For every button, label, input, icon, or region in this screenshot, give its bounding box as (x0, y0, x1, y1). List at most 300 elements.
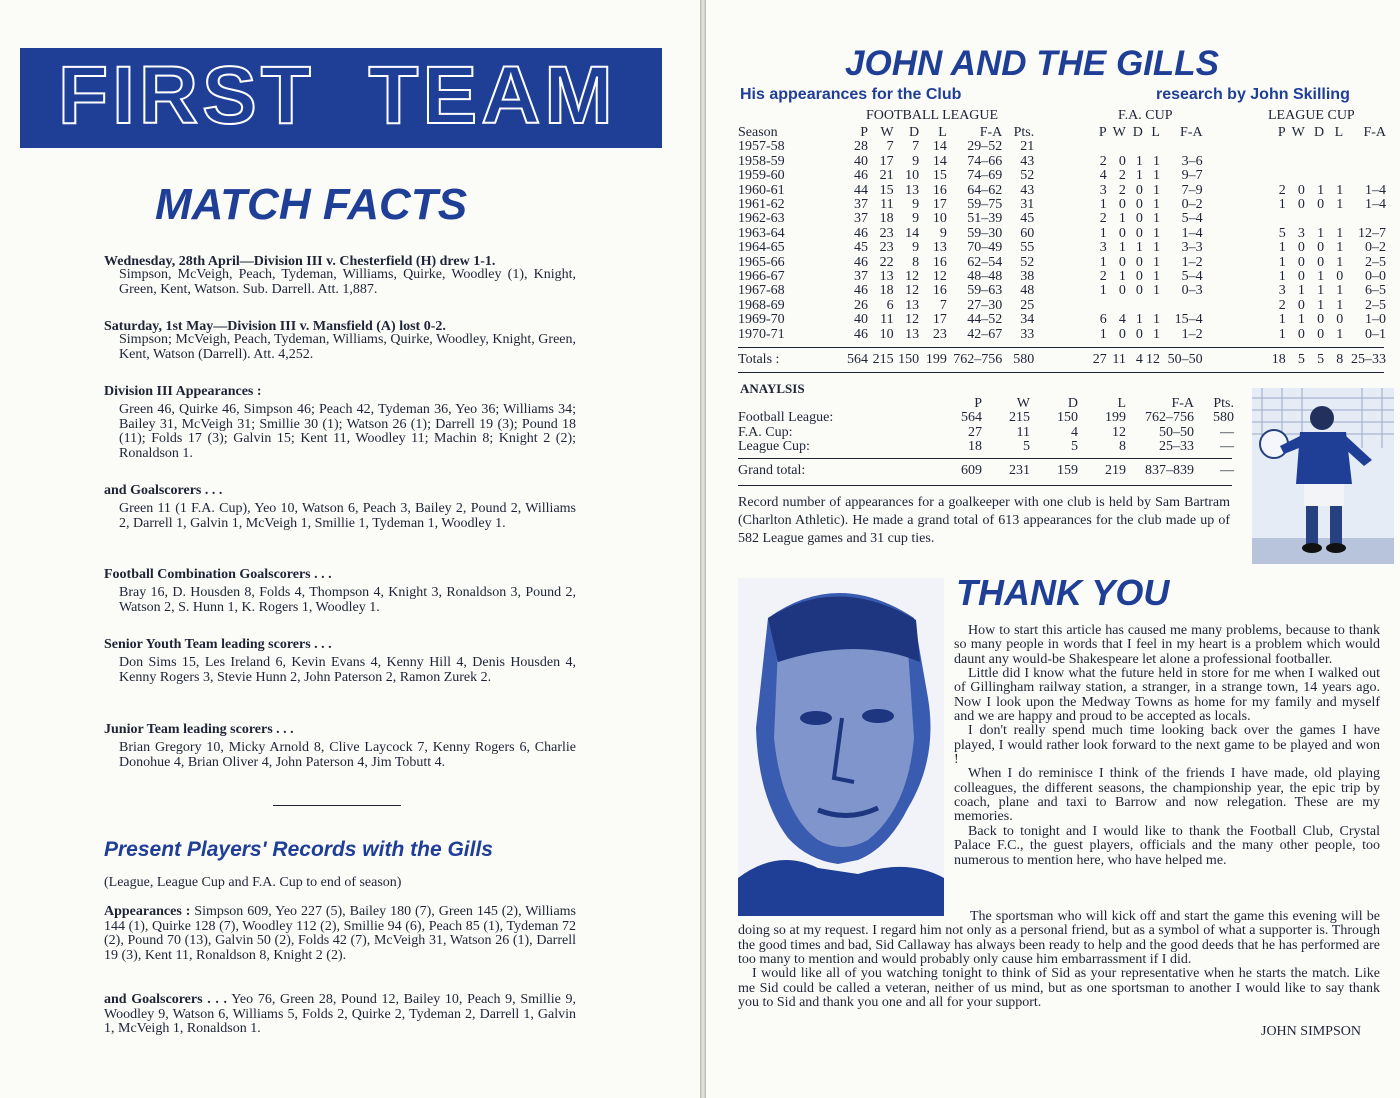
cell (1203, 169, 1286, 183)
cell: 16 (932, 283, 947, 299)
cell: 25–33 (1159, 439, 1194, 455)
divider (273, 805, 401, 806)
cell: 11 (1016, 424, 1030, 440)
records-title: Present Players' Records with the Gills (104, 838, 493, 861)
cell: 14 (932, 153, 947, 169)
cell: W (880, 125, 894, 140)
cell: 0–0 (1365, 269, 1386, 285)
cell: 0 (1118, 326, 1126, 342)
cell: F-A (979, 125, 1003, 140)
cell: 16 (932, 182, 947, 198)
cell: 231 (1009, 463, 1030, 478)
cell: 17 (879, 153, 894, 169)
cell: 40 (854, 153, 868, 169)
cell: 215 (872, 352, 894, 367)
cell: 28 (854, 139, 868, 155)
match-1-heading: Wednesday, 28th April—Division III v. Chesterfield (H) drew 1-1. (104, 254, 496, 269)
cell: 837–839 (1145, 463, 1194, 478)
cell: 59–75 (967, 197, 1003, 213)
season-row (738, 184, 1386, 198)
cell: 564 (961, 410, 982, 426)
cell: 150 (1057, 410, 1078, 426)
row-label: Season (738, 125, 778, 140)
cell: 1 (1099, 326, 1107, 342)
goalscorers-text: Green 11 (1 F.A. Cup), Yeo 10, Watson 6, Peach 3, Bailey 2, Pound 2, Williams 2, Darrell 1, Galvin 1, McVeigh 1, Smillie 1, Tydeman 1, Woodley 1. (119, 501, 576, 531)
cell: 17 (932, 197, 947, 213)
cell (1203, 140, 1286, 154)
row-label: F.A. Cup: (738, 424, 793, 440)
cell: 3 (1099, 182, 1107, 198)
cell: 48 (1020, 283, 1035, 299)
cell: 0 (1118, 283, 1126, 299)
cell: 44–52 (967, 312, 1003, 328)
cell: 1 (1336, 182, 1344, 198)
cell (1324, 140, 1343, 154)
cell: 4 (1071, 424, 1078, 440)
cell: 1 (1297, 283, 1305, 299)
row-label: 1961-62 (738, 197, 785, 213)
cell: 0 (1317, 240, 1325, 256)
cell: 21 (879, 168, 894, 184)
cell: 4 (1135, 352, 1143, 367)
appearances-text: Green 46, Quirke 46, Simpson 46; Peach 42, Tydeman 36, Yeo 36; Williams 34; Bailey 31, McVeigh 31; Smillie 30 (1); Watson 26 (1); Darrell 19 (3); Pound 18 (11); Folds 17 (3); Galvin 15; Kent 11, Woodley 11; Machin 8; Knight 2 (2); Ronaldson 1. (119, 402, 576, 461)
cell: 5–4 (1181, 269, 1203, 285)
cell (1324, 212, 1343, 226)
match-2-heading: Saturday, 1st May—Division III v. Mansfield (A) lost 0-2. (104, 319, 446, 334)
cell: 1 (1152, 326, 1160, 342)
cell: P (860, 125, 868, 140)
row-label: Football League: (738, 410, 834, 426)
cell (1305, 140, 1324, 154)
cell: F-A (1180, 125, 1203, 140)
match-1-lineup: Simpson, McVeigh, Peach, Tydeman, Williams, Quirke, Woodley (1), Knight, Green, Kent, Watson. Sub. Darrell. Att. 1,887. (119, 267, 576, 297)
thank-paragraph: I would like all of you watching tonight to think of Sid as your representative when he starts the match. Like me Sid could be called a veteran, neither of us mind, but as one sportsman to another I would like to say thank you to Sid and thank you one and all for your support. (738, 966, 1380, 1011)
analysis-mid-rule (738, 458, 1232, 459)
cell: 59–30 (967, 225, 1003, 241)
cell: L (1334, 125, 1344, 140)
row-label: League Cup: (738, 439, 810, 455)
cell: 7 (886, 139, 894, 155)
cell: D (909, 125, 920, 140)
cell: 16 (932, 254, 947, 270)
cell: 51–39 (967, 211, 1003, 227)
cell: 1 (1118, 211, 1126, 227)
cell: 1 (1336, 283, 1344, 299)
cell: L (1117, 396, 1126, 411)
cell (1034, 299, 1106, 313)
thank-you-title: THANK YOU (956, 572, 1170, 613)
cell: 199 (1105, 410, 1126, 426)
cell: 9 (912, 153, 920, 169)
grand-total-table (738, 464, 1234, 478)
thank-paragraph: I don't really spend much time looking back over the games I have played, I would rather look forward to the next game to be played and won ! (954, 723, 1380, 768)
cell: 1 (1135, 240, 1143, 256)
cell: 219 (1105, 463, 1126, 478)
cell (1203, 212, 1286, 226)
cell: 59–63 (967, 283, 1003, 299)
cell: 2 (1099, 269, 1107, 285)
cell: D (1132, 125, 1143, 140)
cell: 9 (912, 240, 920, 256)
cell: 12 (905, 312, 920, 328)
cell: 8 (912, 254, 920, 270)
cell (1034, 140, 1106, 154)
cell: 1 (1317, 297, 1325, 313)
row-label: 1959-60 (738, 168, 785, 184)
cell: 14 (932, 139, 947, 155)
cell (1324, 155, 1343, 169)
cell: 33 (1020, 326, 1035, 342)
signature: JOHN SIMPSON (1261, 1024, 1361, 1039)
analysis-title: ANAYLSIS (740, 381, 805, 396)
cell: 1–0 (1365, 312, 1386, 328)
cell: P (974, 396, 982, 411)
season-row (738, 313, 1386, 327)
thank-paragraph: How to start this article has caused me many problems, because to thank so many people in words that I feel in my heart is a problem which would daunt any would-be Shakespeare let alone a professional footballer. (954, 623, 1380, 667)
cell (1343, 212, 1386, 226)
cell: 1 (1099, 254, 1107, 270)
cell: 11 (880, 197, 894, 213)
cell: 23 (932, 326, 947, 342)
cell: 37 (854, 269, 868, 285)
cell: — (1220, 424, 1234, 440)
cell: 0 (1135, 283, 1143, 299)
cell: 1 (1336, 326, 1344, 342)
cell (1286, 169, 1305, 183)
cell: 37 (854, 211, 868, 227)
cell: 2 (1278, 182, 1286, 198)
cell: 10 (879, 326, 894, 342)
cell: 1 (1317, 283, 1325, 299)
analysis-table (738, 397, 1234, 455)
cell (1286, 140, 1305, 154)
cell: 64–62 (967, 182, 1003, 198)
cell: 6 (886, 297, 894, 313)
cell (1143, 140, 1160, 154)
cell: 2 (1118, 182, 1126, 198)
cell: 46 (854, 326, 868, 342)
cell: 1 (1336, 240, 1344, 256)
cell: W (1016, 396, 1030, 411)
cell (1305, 155, 1324, 169)
cell: F-A (1171, 396, 1194, 411)
thank-paragraph: When I do reminisce I think of the friends I have made, old playing colleagues, the different seasons, the championship year, the epic trip by coach, plane and taxi to Barrow and now relegation. These are my memories. (954, 766, 1380, 825)
cell: D (1313, 125, 1325, 140)
cell: 1 (1152, 168, 1160, 184)
cell: 12–7 (1358, 225, 1386, 241)
row-label: 1969-70 (738, 312, 785, 328)
grand-total-row (738, 464, 1234, 478)
appearances-subtitle: His appearances for the Club (740, 86, 962, 103)
senior-youth-heading: Senior Youth Team leading scorers . . . (104, 637, 332, 652)
cell: 1 (1152, 153, 1160, 169)
cell: 42–67 (967, 326, 1003, 342)
cell: 0 (1317, 312, 1325, 328)
totals-table (738, 353, 1386, 367)
cell: 0 (1135, 225, 1143, 241)
cell: 1 (1118, 269, 1126, 285)
match-facts-title: MATCH FACTS (155, 180, 468, 229)
cell: 0 (1118, 254, 1126, 270)
cell: L (938, 125, 947, 140)
john-simpson-portrait (738, 578, 944, 916)
cell: 4 (1099, 168, 1107, 184)
cell: 0–1 (1365, 326, 1386, 342)
season-row (738, 256, 1386, 270)
season-stats-table (738, 126, 1386, 342)
cell: 2 (1118, 168, 1126, 184)
cell: W (1291, 125, 1305, 140)
goalscorers-heading: and Goalscorers . . . (104, 483, 223, 498)
row-label: 1957-58 (738, 139, 785, 155)
cell: 12 (905, 283, 920, 299)
cell: 150 (898, 352, 920, 367)
cell: 1 (1278, 254, 1286, 270)
cell: 6–5 (1365, 283, 1386, 299)
row-label: 1967-68 (738, 283, 785, 299)
cell (1286, 155, 1305, 169)
cell: 0 (1135, 326, 1143, 342)
cell: 13 (905, 182, 920, 198)
cell: 2 (1099, 211, 1107, 227)
analysis-bottom-rule (738, 485, 1232, 486)
cell: 1 (1336, 254, 1344, 270)
cell: 2 (1099, 153, 1107, 169)
cell: 1 (1278, 197, 1286, 213)
thank-you-column (954, 624, 1380, 868)
analysis-row (738, 426, 1234, 440)
cell: 4 (1118, 312, 1126, 328)
match-2-lineup: Simpson; McVeigh, Peach, Tydeman, Williams, Quirke, Woodley, Knight, Green, Kent, Watson (Darrell). Att. 4,252. (119, 332, 576, 362)
cell: 45 (1020, 211, 1035, 227)
cell: 8 (1119, 439, 1126, 455)
cell: 40 (854, 312, 868, 328)
cell: 0 (1118, 197, 1126, 213)
cell: 3 (1278, 283, 1286, 299)
cell: Pts. (1013, 125, 1035, 140)
records-appearances-label: Appearances : (104, 904, 191, 919)
records-goalscorers (104, 993, 576, 1037)
records-goalscorers-text: Yeo 76, Green 28, Pound 12, Bailey 10, Peach 9, Smillie 9, Woodley 9, Watson 6, Williams 5, Folds 2, Quirke 2, Tydeman 2, Darrell 1, Galvin 1, McVeigh 1, Ronaldson 1. (104, 992, 576, 1037)
research-credit: research by John Skilling (1156, 86, 1350, 103)
first-team-banner (20, 48, 662, 148)
cell (1143, 299, 1160, 313)
cell: 60 (1020, 225, 1035, 241)
cell: 13 (905, 326, 920, 342)
cell (1286, 212, 1305, 226)
cell: 0 (1317, 197, 1325, 213)
cell: 0 (1336, 269, 1344, 285)
cell: 13 (905, 297, 920, 313)
cell: 3–3 (1181, 240, 1203, 256)
row-label: 1964-65 (738, 240, 785, 256)
cell: 46 (854, 225, 868, 241)
cell: 1 (1099, 283, 1107, 299)
cell: 0 (1317, 326, 1325, 342)
cell: 609 (961, 463, 982, 478)
cell (1107, 299, 1126, 313)
row-label: 1960-61 (738, 182, 785, 198)
cell: 580 (1013, 352, 1035, 367)
cell (1343, 169, 1386, 183)
thank-paragraph: Back to tonight and I would like to thank the Football Club, Crystal Palace F.C., the guest players, officials and the many other people, too numerous to mention here, who have helped me. (954, 823, 1380, 868)
goalkeeper-action-photo (1252, 388, 1394, 564)
cell: 14 (905, 225, 920, 241)
season-row (738, 212, 1386, 226)
cell: 1 (1336, 197, 1344, 213)
cell: 11 (1112, 352, 1126, 367)
cell: 1 (1118, 240, 1126, 256)
cell: 3 (1297, 225, 1305, 241)
cell: 48–48 (967, 269, 1003, 285)
right-page (706, 0, 1400, 1098)
row-label: 1965-66 (738, 254, 785, 270)
junior-heading: Junior Team leading scorers . . . (104, 722, 294, 737)
row-label: Totals : (738, 352, 780, 367)
cell (1324, 169, 1343, 183)
cell: 44 (854, 182, 868, 198)
cell: 9 (912, 197, 920, 213)
cell: P (1277, 125, 1286, 140)
analysis-top-rule (738, 372, 1384, 373)
combination-heading: Football Combination Goalscorers . . . (104, 567, 332, 582)
group-header-league: FOOTBALL LEAGUE (866, 108, 999, 123)
cell: 0 (1118, 225, 1126, 241)
cell: 52 (1020, 254, 1035, 270)
cell: 34 (1020, 312, 1035, 328)
senior-youth-text: Don Sims 15, Les Ireland 6, Kevin Evans 4, Kenny Hill 4, Denis Housden 4, Kenny Rogers 3, Stevie Hunn 2, John Paterson 2, Ramon Zurek 2. (119, 655, 576, 685)
group-header-league-cup: LEAGUE CUP (1268, 108, 1355, 123)
season-row (738, 155, 1386, 169)
cell (1203, 155, 1286, 169)
cell: 62–54 (967, 254, 1003, 270)
cell (1126, 140, 1143, 154)
cell: 2–5 (1365, 254, 1386, 270)
group-header-fa-cup: F.A. CUP (1118, 108, 1173, 123)
cell: 13 (879, 269, 894, 285)
appearances-heading: Division III Appearances : (104, 384, 262, 399)
cell: 1 (1135, 153, 1143, 169)
cell: 15 (879, 182, 894, 198)
cell: 1 (1278, 326, 1286, 342)
season-row (738, 169, 1386, 183)
cell: 52 (1020, 168, 1035, 184)
row-label: 1962-63 (738, 211, 785, 227)
cell: 74–66 (967, 153, 1003, 169)
cell: 0 (1135, 211, 1143, 227)
cell: 1–4 (1181, 225, 1203, 241)
cell: 11 (880, 312, 894, 328)
cell: 1 (1099, 225, 1107, 241)
cell: 27–30 (967, 297, 1003, 313)
cell: 0 (1297, 197, 1305, 213)
cell: 0 (1317, 254, 1325, 270)
cell: 27 (1092, 352, 1107, 367)
cell (1343, 140, 1386, 154)
cell: 1 (1336, 297, 1344, 313)
row-label (738, 397, 938, 411)
thank-paragraph: The sportsman who will kick off and start the game this evening will be doing so at my request. I regard him not only as a personal friend, but as a symbol of what a supporter is. Through the good times and bad, Sid Callaway has always been ready to help and the good deeds that he has performed are too many to mention and would probably only cause him embarrassment if I did. (738, 909, 1380, 968)
cell: 0 (1297, 269, 1305, 285)
cell: 0–3 (1181, 283, 1203, 299)
cell: 1 (1317, 225, 1325, 241)
row-label: 1966-67 (738, 269, 785, 285)
cell: 5 (1023, 439, 1030, 455)
portrait-illustration (738, 578, 944, 916)
cell: 10 (905, 168, 920, 184)
cell: 10 (932, 211, 947, 227)
cell: 0–2 (1181, 197, 1203, 213)
cell: — (1220, 439, 1234, 455)
cell: 0 (1297, 326, 1305, 342)
cell: 46 (854, 168, 868, 184)
season-row (738, 241, 1386, 255)
cell: 5–4 (1181, 211, 1203, 227)
cell (1160, 140, 1203, 154)
cell: 46 (854, 283, 868, 299)
cell: — (1220, 463, 1234, 478)
cell: 9 (939, 225, 947, 241)
combination-text: Bray 16, D. Housden 8, Folds 4, Thompson 4, Knight 3, Ronaldson 3, Pound 2, Watson 2, S. Hunn 1, K. Rogers 1, Woodley 1. (119, 585, 576, 615)
cell: 0 (1336, 312, 1344, 328)
row-label: 1970-71 (738, 326, 785, 342)
cell: 1 (1135, 168, 1143, 184)
column-header-row (738, 126, 1386, 140)
cell: 1 (1152, 225, 1160, 241)
cell: 74–69 (967, 168, 1003, 184)
cell: 50–50 (1167, 352, 1203, 367)
cell: 1–4 (1365, 197, 1386, 213)
cell: 1 (1317, 182, 1325, 198)
cell: 8 (1336, 352, 1344, 367)
analysis-row (738, 440, 1234, 454)
records-appearances (104, 905, 576, 963)
records-note: (League, League Cup and F.A. Cup to end of season) (104, 875, 402, 890)
cell: 27 (968, 424, 982, 440)
cell: 1 (1152, 211, 1160, 227)
cell: 50–50 (1159, 424, 1194, 440)
cell: 18 (968, 439, 982, 455)
cell: W (1112, 125, 1126, 140)
cell: 7–9 (1181, 182, 1203, 198)
records-appearances-text: Simpson 609, Yeo 227 (5), Bailey 180 (7), Green 145 (2), Williams 144 (1), Quirke 128 (7), Woodley 112 (2), Smillie 94 (6), Peach 85 (1), Tydeman 72 (2), Pound 70 (13), Galvin 50 (2), Folds 42 (7), McVeigh 31, Watson 26 (1), Darrell 19 (3), Kent 11, Ronaldson 8, Knight 2 (2). (104, 904, 577, 963)
season-row (738, 270, 1386, 284)
season-row (738, 140, 1386, 154)
cell: 1–4 (1365, 182, 1386, 198)
cell: 159 (1057, 463, 1078, 478)
cell: 31 (1020, 197, 1035, 213)
cell: 1 (1278, 269, 1286, 285)
cell: 1 (1152, 254, 1160, 270)
goalkeeper-photo-illustration (1252, 388, 1394, 564)
analysis-row (738, 411, 1234, 425)
cell: F-A (1363, 125, 1386, 140)
cell: 0 (1135, 182, 1143, 198)
cell: 1 (1152, 240, 1160, 256)
cell: D (1067, 396, 1078, 411)
cell: 13 (932, 240, 947, 256)
row-label: 1968-69 (738, 297, 785, 313)
cell: 38 (1020, 269, 1035, 285)
cell: 0 (1135, 197, 1143, 213)
cell (1126, 299, 1143, 313)
cell: 215 (1009, 410, 1030, 426)
season-row (738, 328, 1386, 342)
row-label: Grand total: (738, 463, 806, 478)
thank-paragraph: Little did I know what the future held in store for me when I walked out of Gillingham railway station, a stranger, in a strange town, 14 years ago. Now I look upon the Medway Towns as home for my family and myself and we are happy and proud to be accepted as locals. (954, 666, 1380, 725)
cell: 2–5 (1365, 297, 1386, 313)
cell: 45 (854, 240, 868, 256)
